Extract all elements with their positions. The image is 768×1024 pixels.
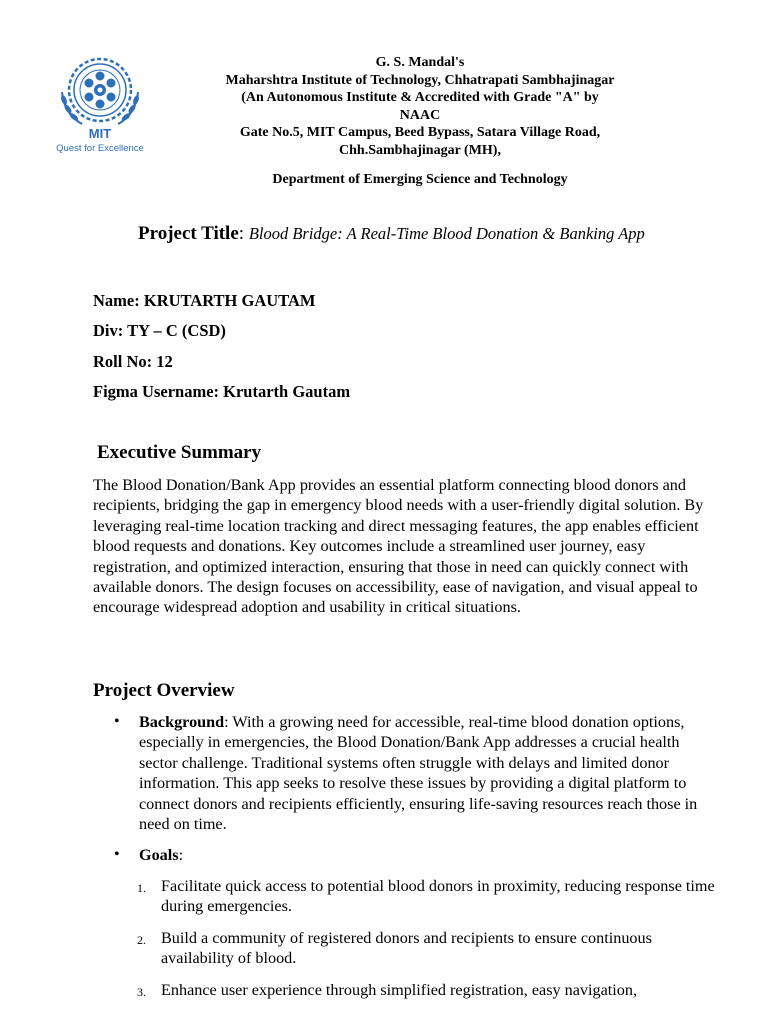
goals-separator: : — [178, 846, 184, 864]
goals-paragraph — [139, 845, 719, 865]
header-line-3: (An Autonomous Institute & Accredited with Grade "A" by — [241, 90, 599, 105]
bullet-icon: • — [114, 846, 120, 863]
header-line-2: Maharshtra Institute of Technology, Chhatrapati Sambhajinagar — [225, 72, 615, 88]
project-overview-heading: Project Overview — [93, 680, 235, 701]
mit-logo — [50, 52, 150, 154]
header-line-4: NAAC — [399, 107, 441, 123]
student-roll: Roll No: 12 — [93, 352, 173, 371]
goal-item: Enhance user experience through simplified registration, easy navigation, — [161, 981, 638, 999]
svg-text:MIT: MIT — [88, 126, 112, 141]
goal-item: Build a community of registered donors and recipients to ensure continuous availability of blood. — [161, 929, 652, 968]
department-name: Department of Emerging Science and Technology — [272, 172, 568, 187]
executive-summary-heading: Executive Summary — [97, 442, 262, 463]
institute-header — [190, 54, 650, 159]
goal-number: 2. — [137, 933, 146, 947]
background-label: Background — [139, 713, 225, 731]
goal-number: 3. — [137, 985, 146, 999]
header-line-6: Chh.Sambhajinagar (MH), — [339, 142, 501, 158]
student-name: Name: KRUTARTH GAUTAM — [93, 291, 316, 310]
student-figma: Figma Username: Krutarth Gautam — [93, 382, 351, 401]
project-title-label: Project Title — [138, 223, 239, 244]
svg-text:Quest for Excellence: Quest for Excellence — [56, 143, 144, 154]
project-title-separator: : — [238, 223, 249, 244]
mit-emblem-icon — [50, 52, 150, 154]
goal-item: Facilitate quick access to potential blood donors in proximity, reducing response time during emergencies. — [161, 877, 715, 916]
background-text: With a growing need for accessible, real-time blood donation options, especially in emergencies, the Blood Donation/Bank App addresses a crucial health sector challenge. Traditional systems often struggle with delays and limited donor information. This app seeks to resolve these issues by providing a digital platform to connect donors and recipients efficiently, ensuring life-saving resources reach those in need on time. — [139, 713, 698, 834]
header-line-5: Gate No.5, MIT Campus, Beed Bypass, Satara Village Road, — [239, 125, 601, 140]
bullet-icon: • — [114, 713, 120, 730]
background-separator: : — [224, 713, 229, 731]
goal-number: 1. — [137, 881, 146, 895]
background-paragraph — [139, 712, 719, 834]
header-line-1: G. S. Mandal's — [375, 55, 465, 70]
project-title — [138, 223, 645, 245]
goals-label: Goals — [139, 846, 179, 864]
project-title-value: Blood Bridge: A Real-Time Blood Donation & Banking App — [248, 224, 645, 243]
executive-summary-text: The Blood Donation/Bank App provides an essential platform connecting blood donors and recipients, bridging the gap in emergency blood needs with a user-friendly digital solution. By leveraging real-time location tracking and direct messaging features, the app enables efficient blood requests and donations. Key outcomes include a streamlined user journey, easy registration, and optimized interaction, ensuring that those in need can quickly connect with available donors. The design focuses on accessibility, ease of navigation, and visual appeal to encourage widespread adoption and usability in critical situations. — [93, 476, 704, 617]
student-div: Div: TY – C (CSD) — [93, 321, 226, 340]
